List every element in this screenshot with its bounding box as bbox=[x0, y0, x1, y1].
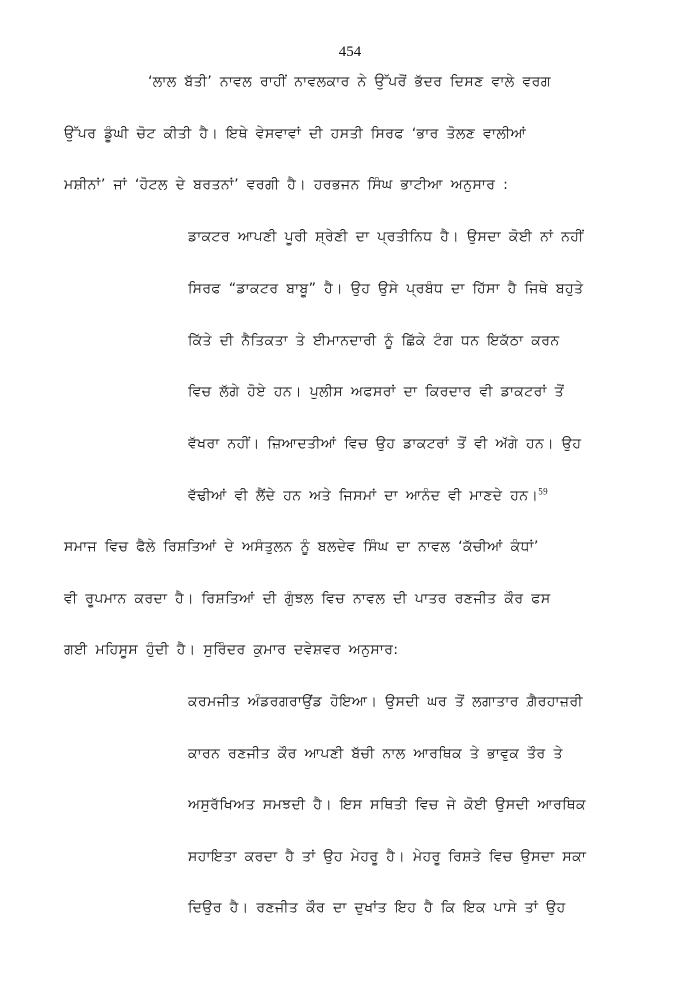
paragraph-2-line-1: ਸਮਾਜ ਵਿਚ ਫੈਲੇ ਰਿਸ਼ਤਿਆਂ ਦੇ ਅਸੰਤੁਲਨ ਨੂੰ ਬਲਦੇਵ ਸਿੰਘ ਦਾ ਨਾਵਲ ‘ਕੱਚੀਆਂ ਕੰਧਾਂ’ bbox=[64, 539, 539, 555]
page-number: 454 bbox=[338, 44, 362, 60]
quote-1-line-1: ਡਾਕਟਰ ਆਪਣੀ ਪੂਰੀ ਸ਼੍ਰੇਣੀ ਦਾ ਪ੍ਰਤੀਨਿਧ ਹੈ। ਉਸਦਾ ਕੋਈ ਨਾਂ ਨਹੀਂ bbox=[188, 229, 584, 245]
quote-2-line-2: ਕਾਰਨ ਰਣਜੀਤ ਕੌਰ ਆਪਣੀ ਬੱਚੀ ਨਾਲ ਆਰਥਿਕ ਤੇ ਭਾਵੁਕ ਤੌਰ ਤੇ bbox=[188, 746, 563, 762]
quote-1-line-4: ਵਿਚ ਲੱਗੇ ਹੋਏ ਹਨ। ਪੁਲੀਸ ਅਫਸਰਾਂ ਦਾ ਕਿਰਦਾਰ ਵੀ ਡਾਕਟਰਾਂ ਤੋਂ bbox=[188, 384, 564, 400]
paragraph-2-line-2: ਵੀ ਰੂਪਮਾਨ ਕਰਦਾ ਹੈ। ਰਿਸ਼ਤਿਆਂ ਦੀ ਗੁੰਝਲ ਵਿਚ ਨਾਵਲ ਦੀ ਪਾਤਰ ਰਣਜੀਤ ਕੌਰ ਫਸ bbox=[64, 591, 551, 607]
quote-1-line-3: ਕਿੱਤੇ ਦੀ ਨੈਤਿਕਤਾ ਤੇ ਈਮਾਨਦਾਰੀ ਨੂੰ ਛਿੱਕੇ ਟੰਗ ਧਨ ਇਕੱਠਾ ਕਰਨ bbox=[188, 333, 560, 349]
quote-1-line-5: ਵੱਖਰਾ ਨਹੀਂ। ਜ਼ਿਆਦਤੀਆਂ ਵਿਚ ਉਹ ਡਾਕਟਰਾਂ ਤੋਂ ਵੀ ਅੱਗੇ ਹਨ। ਉਹ bbox=[188, 436, 582, 452]
quote-2-line-1: ਕਰਮਜੀਤ ਅੰਡਰਗਰਾਉਂਡ ਹੋਇਆ। ਉਸਦੀ ਘਰ ਤੋਂ ਲਗਾਤਾਰ ਗ਼ੈਰਹਾਜ਼ਰੀ bbox=[188, 694, 583, 710]
quote-1-line-6-text: ਵੱਢੀਆਂ ਵੀ ਲੈਂਦੇ ਹਨ ਅਤੇ ਜਿਸਮਾਂ ਦਾ ਆਨੰਦ ਵੀ ਮਾਣਦੇ ਹਨ। bbox=[188, 488, 539, 504]
footnote-ref-59: 59 bbox=[538, 486, 548, 497]
paragraph-2-line-3: ਗਈ ਮਹਿਸੂਸ ਹੁੰਦੀ ਹੈ। ਸੁਰਿੰਦਰ ਕੁਮਾਰ ਦਵੇਸ਼ਵਰ ਅਨੁਸਾਰ: bbox=[64, 642, 399, 658]
quote-1-line-6 bbox=[188, 488, 548, 504]
quote-2-line-4: ਸਹਾਇਤਾ ਕਰਦਾ ਹੈ ਤਾਂ ਉਹ ਮੇਹਰੂ ਹੈ। ਮੇਹਰੂ ਰਿਸ਼ਤੇ ਵਿਚ ਉਸਦਾ ਸਕਾ bbox=[188, 849, 587, 865]
quote-2-line-3: ਅਸੁਰੱਖਿਅਤ ਸਮਝਦੀ ਹੈ। ਇਸ ਸਥਿਤੀ ਵਿਚ ਜੇ ਕੋਈ ਉਸਦੀ ਆਰਥਿਕ bbox=[188, 797, 587, 813]
paragraph-1-line-2: ਉੱਪਰ ਡੂੰਘੀ ਚੋਟ ਕੀਤੀ ਹੈ। ਇਥੇ ਵੇਸਵਾਵਾਂ ਦੀ ਹਸਤੀ ਸਿਰਫ ‘ਭਾਰ ਤੋਲਣ ਵਾਲੀਆਂ bbox=[64, 126, 527, 142]
paragraph-1-line-3: ਮਸ਼ੀਨਾਂ’ ਜਾਂ ‘ਹੋਟਲ ਦੇ ਬਰਤਨਾਂ’ ਵਰਗੀ ਹੈ। ਹਰਭਜਨ ਸਿੰਘ ਭਾਟੀਆ ਅਨੁਸਾਰ : bbox=[64, 177, 509, 193]
quote-2-line-5: ਦਿਉਰ ਹੈ। ਰਣਜੀਤ ਕੌਰ ਦਾ ਦੁਖਾਂਤ ਇਹ ਹੈ ਕਿ ਇਕ ਪਾਸੇ ਤਾਂ ਉਹ bbox=[188, 900, 566, 916]
paragraph-1-line-1: ‘ਲਾਲ ਬੱਤੀ’ ਨਾਵਲ ਰਾਹੀਂ ਨਾਵਲਕਾਰ ਨੇ ਉੱਪਰੋਂ ਭੱਦਰ ਦਿਸਣ ਵਾਲੇ ਵਰਗ bbox=[148, 74, 551, 90]
quote-1-line-2: ਸਿਰਫ “ਡਾਕਟਰ ਬਾਬੂ” ਹੈ। ਉਹ ਉਸੇ ਪ੍ਰਬੰਧ ਦਾ ਹਿੱਸਾ ਹੈ ਜਿਥੇ ਬਹੁਤੇ bbox=[188, 281, 584, 297]
